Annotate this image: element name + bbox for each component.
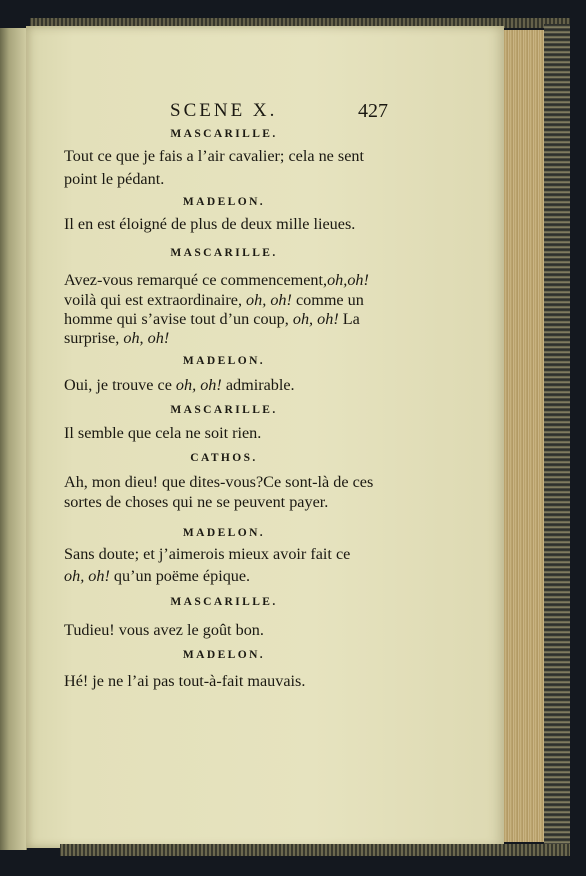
- dialogue-italic: oh, oh!: [246, 291, 292, 309]
- dialogue-text: qu’un poëme épique.: [109, 567, 251, 585]
- dialogue-text: admirable.: [221, 376, 295, 394]
- speaker-name: MADELON.: [182, 649, 266, 661]
- dialogue-line: Ah, mon dieu! que dites-vous?Ce sont-là de ces: [64, 473, 374, 491]
- dialogue-line: [64, 376, 295, 395]
- dialogue-text: La: [338, 310, 360, 328]
- page-block-edges: [504, 30, 544, 842]
- running-head-title: SCENE X.: [170, 100, 278, 121]
- dialogue-line: point le pédant.: [64, 170, 165, 188]
- speaker-name: MADELON.: [182, 196, 266, 208]
- dialogue-italic: oh, oh!: [292, 310, 339, 328]
- dialogue-italic: oh, oh!: [175, 376, 222, 394]
- facing-page-edge: [0, 28, 27, 850]
- speaker-name: MADELON.: [182, 527, 266, 539]
- dialogue-line: Tudieu! vous avez le goût bon.: [64, 621, 264, 639]
- dialogue-text: voilà qui est extraordinaire,: [64, 291, 247, 309]
- speaker-name: MASCARILLE.: [170, 404, 278, 416]
- dialogue-italic: oh, oh!: [123, 329, 170, 347]
- dialogue-line: Il semble que cela ne soit rien.: [64, 424, 262, 442]
- book-cover-edge: [544, 24, 570, 852]
- dialogue-line: Il en est éloigné de plus de deux mille lieues.: [64, 215, 356, 233]
- dialogue-line: [64, 271, 369, 290]
- dialogue-line: [64, 291, 364, 310]
- page-number: 427: [358, 100, 388, 122]
- dialogue-text: Avez-vous remarqué ce commencement,: [64, 271, 328, 289]
- dialogue-text: surprise,: [64, 329, 124, 347]
- speaker-name: MASCARILLE.: [170, 247, 278, 259]
- speaker-name: MASCARILLE.: [170, 596, 278, 608]
- speaker-name: CATHOS.: [190, 452, 258, 464]
- book-bottom-edge: [60, 844, 570, 856]
- dialogue-line: Tout ce que je fais a l’air cavalier; cela ne sent: [64, 147, 364, 165]
- dialogue-line: [64, 329, 169, 348]
- running-header: [170, 100, 450, 126]
- dialogue-line: Sans doute; et j’aimerois mieux avoir fait ce: [64, 545, 351, 563]
- dialogue-text: homme qui s’avise tout d’un coup,: [64, 310, 293, 328]
- dialogue-line: [64, 310, 360, 329]
- dialogue-line: [64, 567, 250, 586]
- dialogue-line: Hé! je ne l’ai pas tout-à-fait mauvais.: [64, 672, 306, 690]
- speaker-name: MASCARILLE.: [170, 128, 278, 140]
- dialogue-text: comme un: [291, 291, 364, 309]
- dialogue-italic: oh, oh!: [64, 567, 110, 585]
- dialogue-italic: oh,oh!: [327, 271, 369, 289]
- dialogue-text: Oui, je trouve ce: [64, 376, 176, 394]
- speaker-name: MADELON.: [182, 355, 266, 367]
- dialogue-line: sortes de choses qui ne se peuvent payer.: [64, 493, 329, 511]
